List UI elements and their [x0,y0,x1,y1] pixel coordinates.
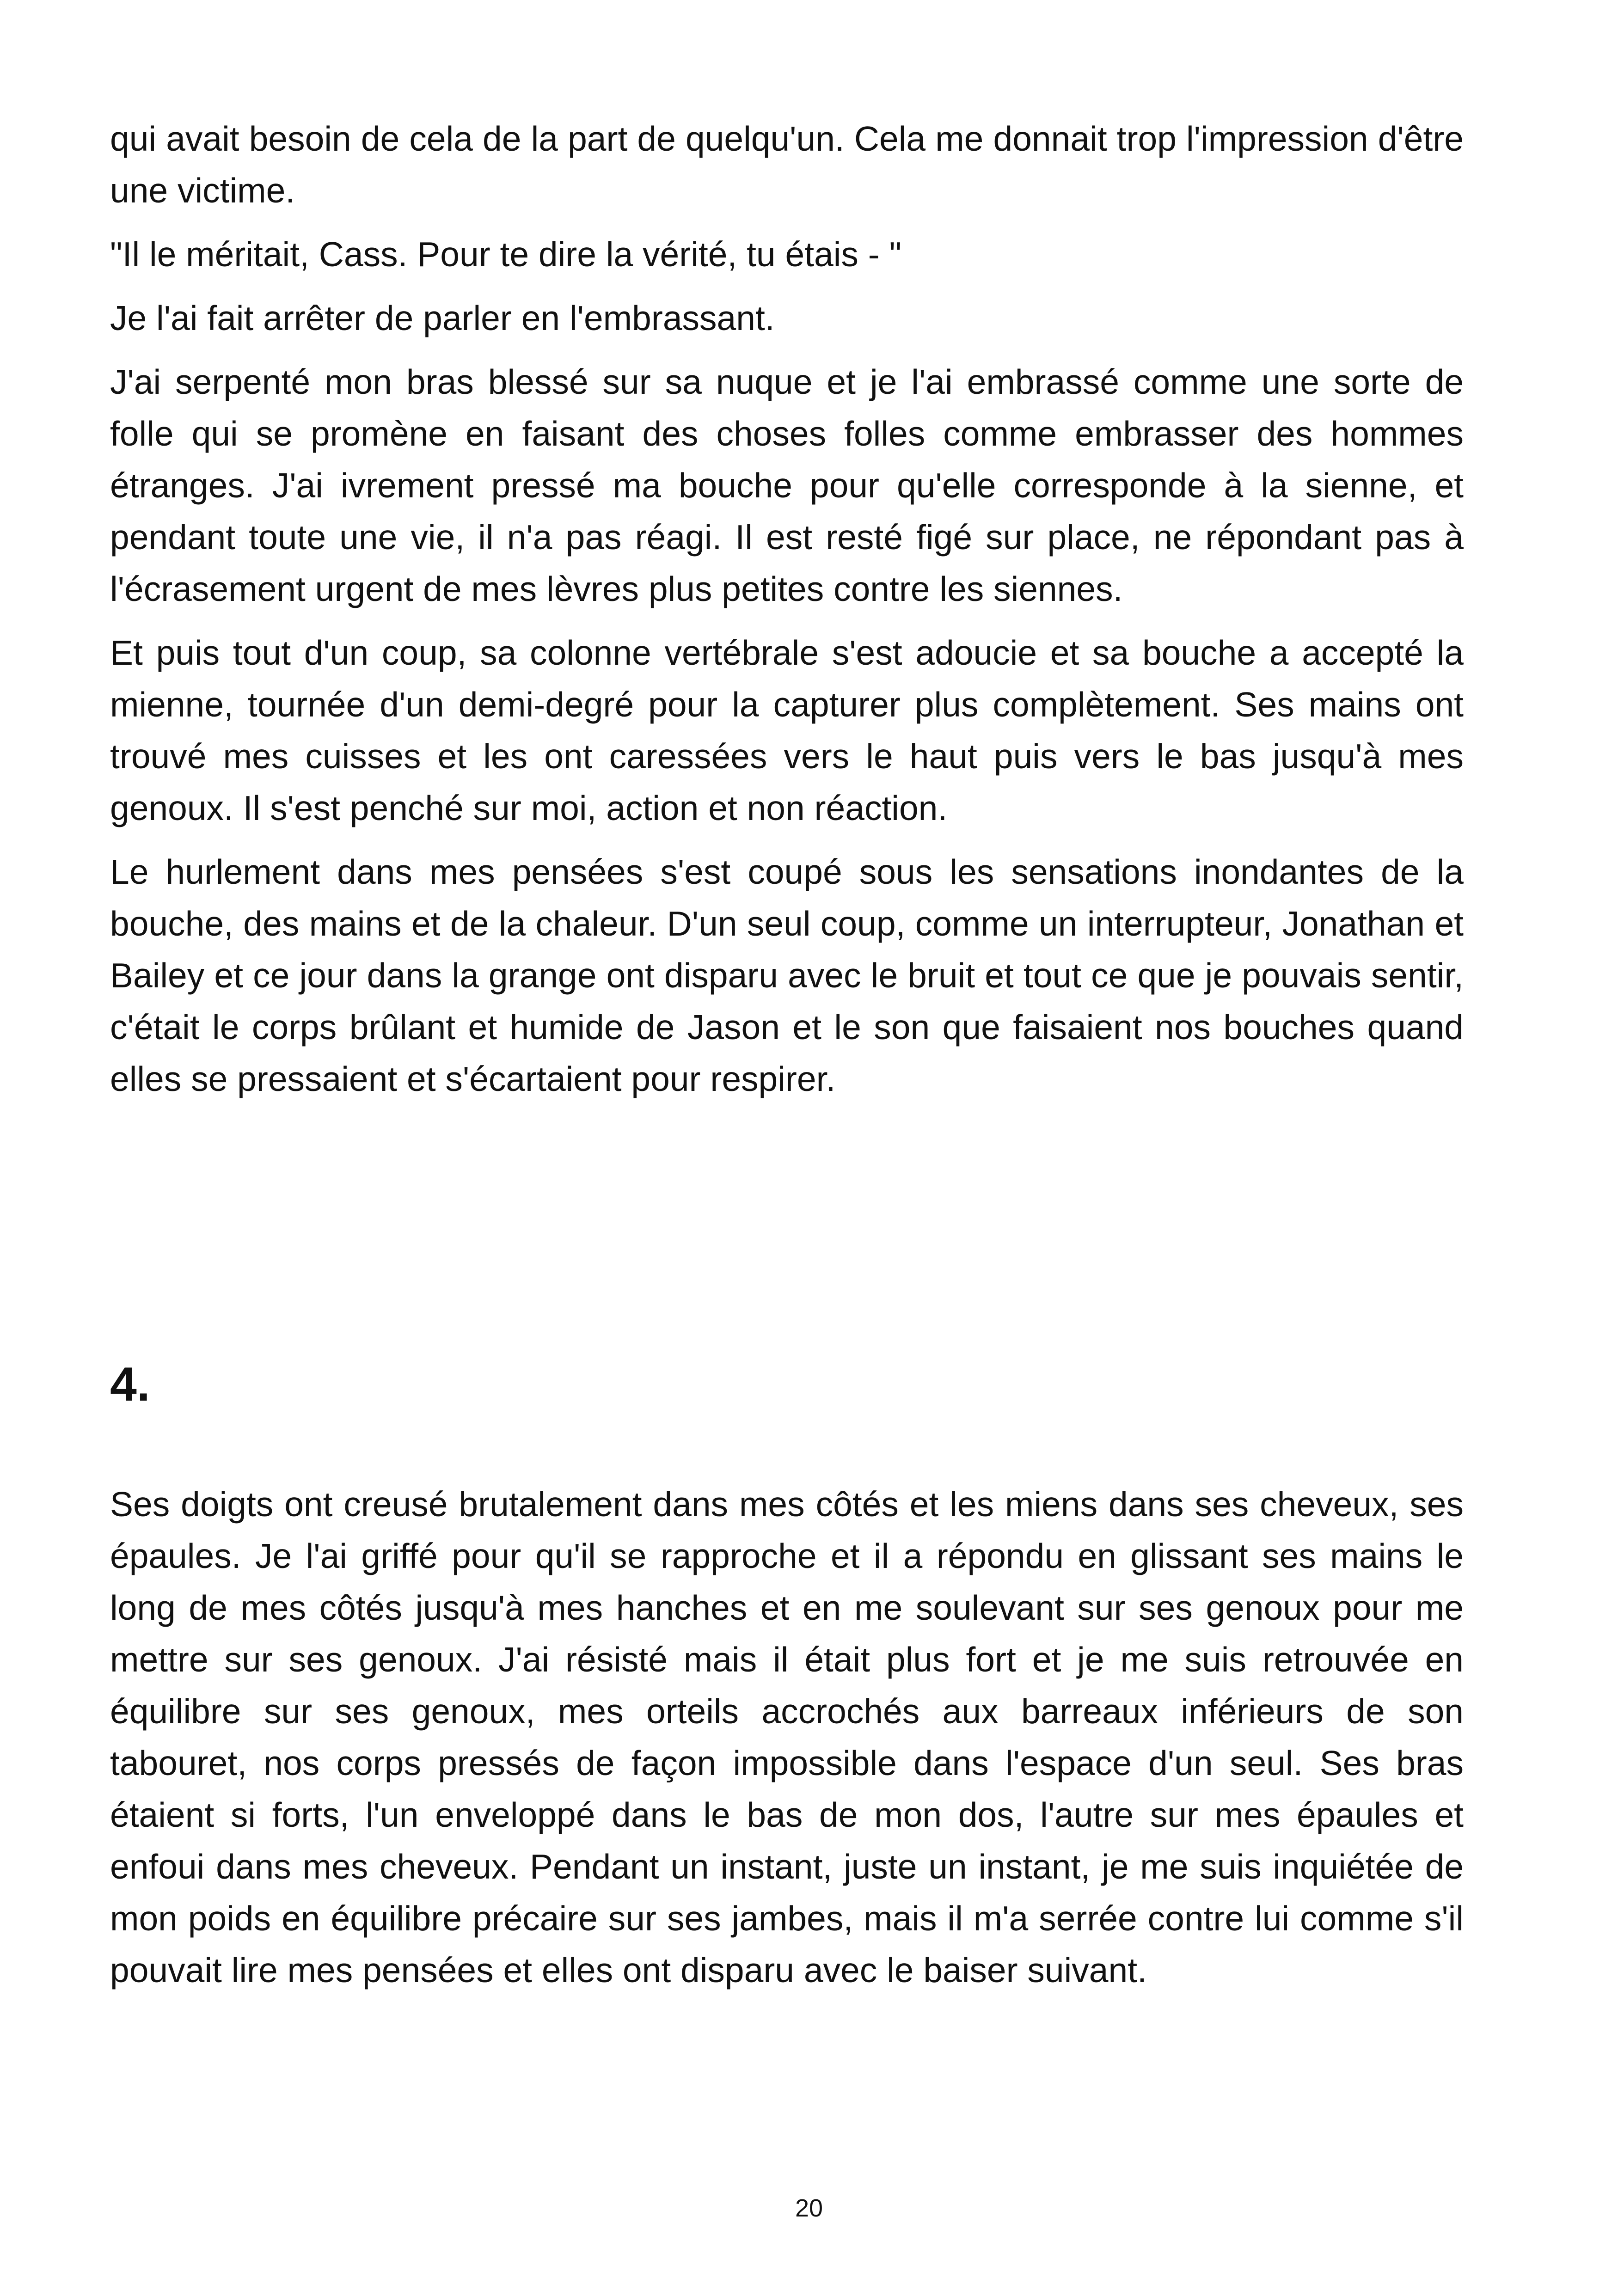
paragraph: "Il le méritait, Cass. Pour te dire la vérité, tu étais - " [110,235,902,274]
chapter-heading: 4. [110,1358,150,1411]
body-text-chapter-4 [110,1478,1464,2008]
paragraph: Et puis tout d'un coup, sa colonne vertébrale s'est adoucie et sa bouche a accepté la mienne, tournée d'un demi-degré pour la capturer plus complètement. Ses mains ont trouvé mes cuisses et les ont caressées vers le haut puis vers le bas jusqu'à mes genoux. Il s'est penché sur moi, action et non réaction. [110,633,1464,827]
body-text-before-chapter [110,113,1464,1117]
paragraph: qui avait besoin de cela de la part de quelqu'un. Cela me donnait trop l'impression d'être une victime. [110,119,1464,210]
paragraph: Je l'ai fait arrêter de parler en l'embrassant. [110,299,775,337]
page-number: 20 [795,2194,823,2222]
paragraph: Le hurlement dans mes pensées s'est coupé sous les sensations inondantes de la bouche, des mains et de la chaleur. D'un seul coup, comme un interrupteur, Jonathan et Bailey et ce jour dans la grange ont disparu avec le bruit et tout ce que je pouvais sentir, c'était le corps brûlant et humide de Jason et le son que faisaient nos bouches quand elles se pressaient et s'écartaient pour respirer. [110,852,1464,1098]
paragraph: J'ai serpenté mon bras blessé sur sa nuque et je l'ai embrassé comme une sorte de folle qui se promène en faisant des choses folles comme embrasser des hommes étranges. J'ai ivrement pressé ma bouche pour qu'elle corresponde à la sienne, et pendant toute une vie, il n'a pas réagi. Il est resté figé sur place, ne répondant pas à l'écrasement urgent de mes lèvres plus petites contre les siennes. [110,362,1464,608]
paragraph: Ses doigts ont creusé brutalement dans mes côtés et les miens dans ses cheveux, ses épaules. Je l'ai griffé pour qu'il se rapproche et il a répondu en glissant ses mains le long de mes côtés jusqu'à mes hanches et en me soulevant sur ses genoux pour me mettre sur ses genoux. J'ai résisté mais il était plus fort et je me suis retrouvée en équilibre sur ses genoux, mes orteils accrochés aux barreaux inférieurs de son tabouret, nos corps pressés de façon impossible dans l'espace d'un seul. Ses bras étaient si forts, l'un enveloppé dans le bas de mon dos, l'autre sur mes épaules et enfoui dans mes cheveux. Pendant un instant, juste un instant, je me suis inquiétée de mon poids en équilibre précaire sur ses jambes, mais il m'a serrée contre lui comme s'il pouvait lire mes pensées et elles ont disparu avec le baiser suivant. [110,1485,1464,1990]
